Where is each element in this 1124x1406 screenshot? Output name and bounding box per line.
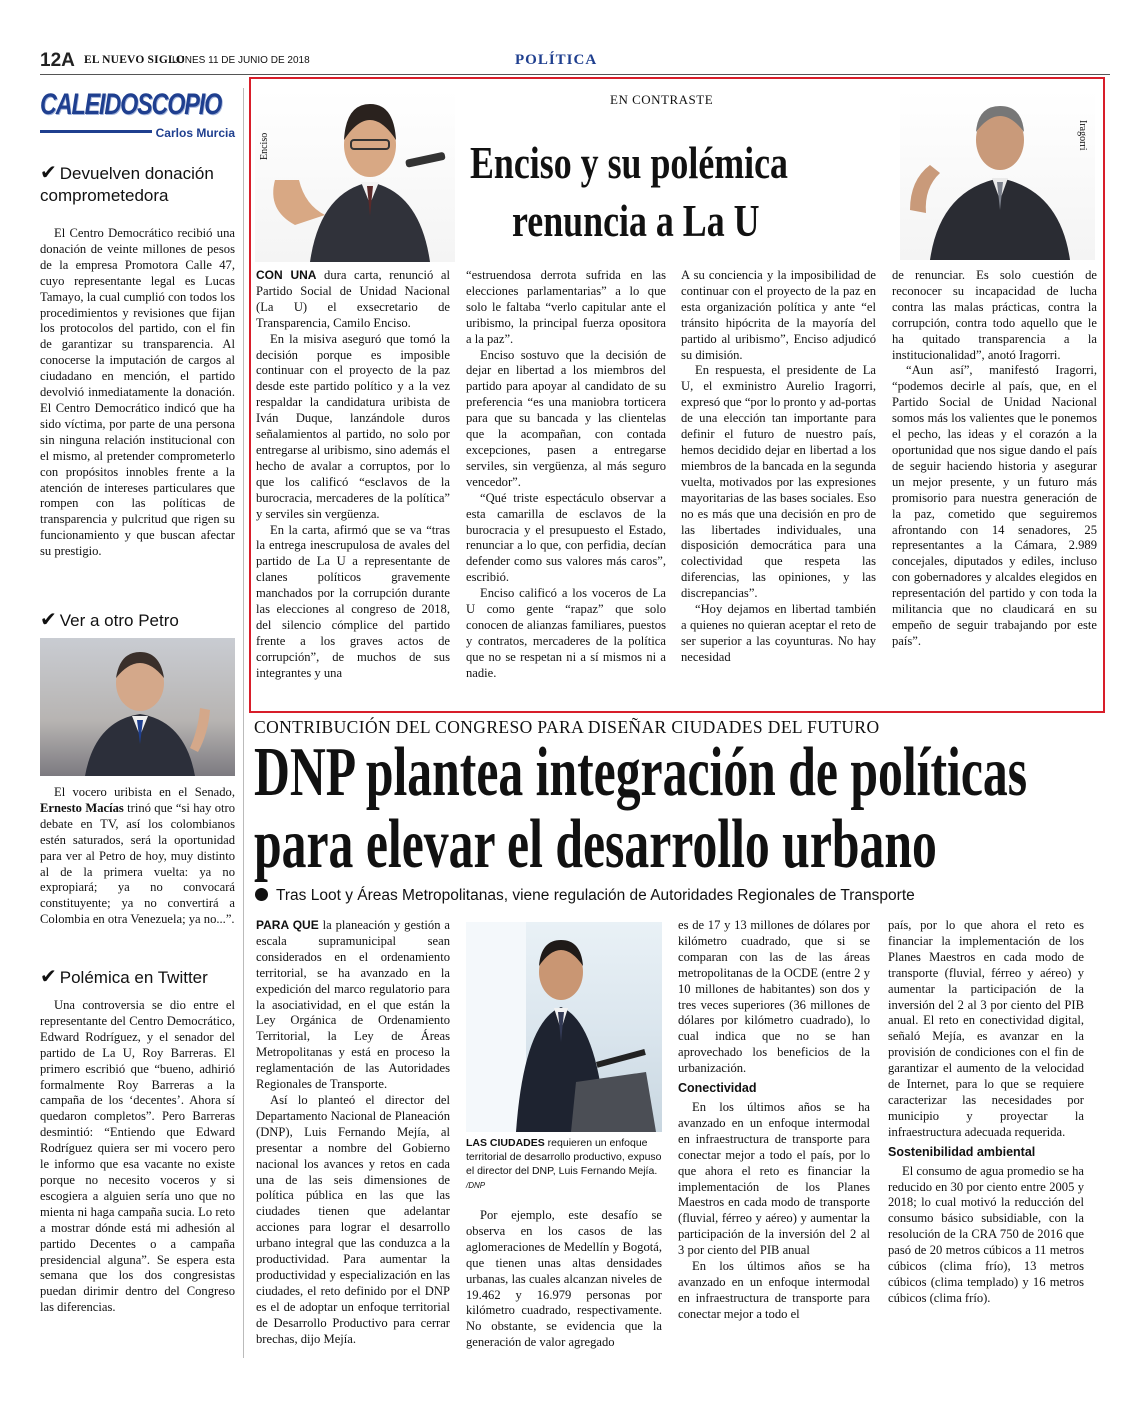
main-story-kicker: CONTRIBUCIÓN DEL CONGRESO PARA DISEÑAR CIUDADES DEL FUTURO <box>254 717 880 737</box>
sidebar-divider <box>243 88 244 1358</box>
main-story-col-2: Por ejemplo, este desafío se observa en los casos de las aglomeraciones de Medellín y Bogotá, que tienen unas altas densidades urbanas, las cuales alcanzan niveles de 19.462 y 16.979 personas por kilómetro cuadrado, respectivamente. No obstante, se evidencia que la generación de valor agregado <box>466 1208 662 1350</box>
photo-caption: LAS CIUDADES requieren un enfoque territorial de desarrollo productivo, expuso el director del DNP, Luis Fernando Mejía. /DNP <box>466 1137 662 1190</box>
portrait-illustration <box>466 922 662 1132</box>
top-story-col-2: “estruendosa derrota sufrida en las elecciones parlamentarias” a lo que solo le faltaba “verlo capitular ante el uribismo, la principal fuerza opositora a la paz”. Enciso sostuvo que la decisión de dejar en libertad a los miembros del partido para apoyar al candidato de su preferencia “es una maniobra torticera para que su bancada y las clientelas que la acompañan, con contada excepciones, pasen a entregarse serviles, sin vergüenza, al más seguro vencedor”. “Qué triste espectáculo observar a esta camarilla de esclavos de la burocracia y el presupuesto el Estado, renunciar a lo que, con perfidia, decían defender como sus valores más caros”, escribió. Enciso calificó a los voceros de La U como gente “rapaz” que solo conocen de alianzas familiares, puestos y contratos, mercaderes de la política que no se respetan ni a sí mismos ni a nadie. <box>466 268 666 680</box>
masthead <box>40 50 1110 74</box>
check-icon: ✔ <box>40 609 57 631</box>
main-story-col-1: PARA QUE la planeación y gestión a escala supramunicipal sean considerados en el ordenamiento territorial, se ha avanzado en la expedición del marco regulatorio para la asociatividad, en el que están la Ley Orgánica de Ordenamiento Territorial, la Ley de Áreas Metropolitanas y está en proceso la reglamentación de las Autoridades Regionales de Transporte. Así lo planteó el director del Departamento Nacional de Planeación (DNP), Luis Fernando Mejía, al presentar a nombre del Gobierno nacional los avances y retos en cada una de las seis dimensiones de política pública en las que las ciudades tienen que adelantar acciones para lograr el desarrollo urbano integral que las conduzca a la productividad. Para aumentar la productividad y especialización en las ciudades, el reto definido por el DNP es el de adoptar un enfoque territorial de Desarrollo Productivo para cerrar brechas, dijo Mejía. <box>256 918 450 1346</box>
mejia-photo <box>466 922 662 1132</box>
sidebar-item-2-text: El vocero uribista en el Senado, Ernesto Macías trinó que “si hay otro debate en TV, así los colombianos estén saturados, será la oportunidad para ver al Petro de hoy, muy distinto al de la primera vuelta: ya no expropiará; ya no convocará constituyente; ya no convertirá a Colombia en otra Venezuela; ya no...”. <box>40 785 235 927</box>
sidebar-item-1-text: El Centro Democrático recibió una donación de veinte millones de pesos de la empresa Promotora Calle 47, cuyo representante legal es Lucas Tamayo, la cual cumplió con todos los procedimientos y revisiones que fijan los protocolos del partido, con el fin de garantizar su transparencia. Al conocerse la imputación de cargos al ciudadano en mención, el partido devolvió inmediatamente la donación. El Centro Democrático indicó que ha sido víctima, por parte de una persona sin ninguna relación institucional con el mismo, al pretender comprometerlo con propósitos innobles frente a la atención de intereses particulares que rompen con las políticas de transparencia y pulcritud que rigen su funcionamiento y que buscan afectar su prestigio. <box>40 226 235 559</box>
column-title: CALEIDOSCOPIO <box>40 88 222 121</box>
column-underline <box>40 130 152 133</box>
top-story-col-1: CON UNA dura carta, renunció al Partido Social de Unidad Nacional (La U) el exsecretario de Transparencia, Camilo Enciso. En la misiva aseguró que tomó la decisión porque es imposible continuar con el proyecto de la paz desde este partido político y a la vez respaldar la candidatura uribista de Iván Duque, lanzándole duros señalamientos al partido, no solo por entregarse al uribismo, sino además el hecho de avalar a corruptos, por lo que los calificó “esclavos de la burocracia, mercaderes de la política” y serviles sin vergüenza. En la carta, afirmó que se va “tras la entrega inescrupulosa de avales del partido de La U a representante de clanes políticos gravemente manchados por la corrupción durante las elecciones al congreso de 2018, del silencio cómplice del partido frente a los graves actos de corrupción”, de muchos de sus integrantes y una <box>256 268 450 680</box>
portrait-illustration <box>255 90 455 262</box>
bullet-icon <box>255 888 268 901</box>
top-story-headline-2: renuncia a La U <box>512 195 760 246</box>
enciso-photo <box>255 90 455 262</box>
portrait-illustration <box>40 638 235 776</box>
iragorri-label: Iragorri <box>1077 120 1088 151</box>
section-name: POLÍTICA <box>515 52 598 68</box>
enciso-label: Enciso <box>259 132 270 160</box>
masthead-rule <box>40 74 1110 75</box>
sidebar-item-3-title: ✔ Polémica en Twitter <box>40 966 208 988</box>
page-number: 12A <box>40 50 75 71</box>
top-story-kicker: EN CONTRASTE <box>610 92 714 107</box>
main-story-headline-2: para elevar el desarrollo urbano <box>254 806 937 883</box>
main-story-col-3: es de 17 y 13 millones de dólares por kilómetro cuadrado, que si se comparan con las de las áreas metropolitanas de la OCDE (entre 2 y 10 millones de habitantes) son dos y tres veces superiores (36 millones de dólares por kilómetro cuadrado), lo cual indica que no se han aprovechado los beneficios de la urbanización. Conectividad En los últimos años se ha avanzado en un enfoque intermodal en infraestructura de transporte para conectar mejor a todo el país, por lo que ahora el reto es financiar la implementación de los Planes Maestros en cada modo de transporte (fluvial, férreo y aéreo) y aumentar la participación de la inversión del 2 al 3 por ciento del PIB anual En los últimos años se ha avanzado en un enfoque intermodal en infraestructura de transporte para conectar mejor a todo el <box>678 918 870 1321</box>
portrait-illustration <box>900 90 1095 260</box>
issue-date: LUNES 11 DE JUNIO DE 2018 <box>172 55 310 66</box>
sidebar-item-1-title: ✔ Devuelven donación comprometedora <box>40 162 214 205</box>
top-story-col-4: de renunciar. Es solo cuestión de reconocer su incapacidad de lucha contra las malas prácticas, contra la corrupción, contra todo aquello que le ha quitado transparencia a la institucionalidad”, anotó Iragorri. “Aun así”, manifestó Iragorri, “podemos decirle al país, que, en el Partido Social de Unidad Nacional somos más los valientes que le ponemos el pecho, las ideas y el corazón a la oportunidad que nos sigue dando el país de seguir haciendo historia y asegurar un mejor presente, y un futuro más promisorio para nuestra generación de la paz, cometido que seguiremos afrontando con 14 senadores, 25 representantes a la Cámara, 2.989 concejales, diputados y ediles, incluso con gobernadores y alcaldes elegidos en representación del partido y con toda la militancia que no claudicará en su empeño de seguir trabajando por este país”. <box>892 268 1097 648</box>
column-logo <box>40 88 235 148</box>
iragorri-photo <box>900 90 1095 260</box>
main-story-col-4: país, por lo que ahora el reto es financiar la implementación de los Planes Maestros en cada modo de transporte (fluvial, férreo y aéreo) y aumentar la participación de la inversión del 2 al 3 por ciento del PIB anual. El reto en conectividad digital, señaló Mejía, es avanzar en la provisión de condiciones con el fin de garantizar el aumento de la velocidad de Internet, para lo que se requiere caracterizar las necesidades por municipio y proyectar la infraestructura adecuada requerida. Sostenibilidad ambiental El consumo de agua promedio se ha reducido en 30 por ciento entre 2005 y 2018; lo cual motivó la reducción del consumo básico subsidiable, con la resolución de la CRA 750 de 2016 que pasó de 20 metros cúbicos a 11 metros cúbicos (clima frío), 13 metros cúbicos (clima templado) y 16 metros cúbicos (clima frío). <box>888 918 1084 1305</box>
top-story-headline-1: Enciso y su polémica <box>470 137 788 188</box>
macias-photo <box>40 638 235 776</box>
column-author: Carlos Murcia <box>155 126 235 140</box>
subhead-conectividad: Conectividad <box>678 1081 757 1096</box>
paper-name: EL NUEVO SIGLO <box>84 54 185 66</box>
top-story-col-3: A su conciencia y la imposibilidad de continuar con el proyecto de la paz en esta organización política y ante “el tránsito hipócrita de la mayoría del partido al uribismo”, Enciso adjudicó su dimisión. En respuesta, el presidente de La U, el exministro Aurelio Iragorri, expresó que “por lo pronto y ad-portas de una elección tan importante para definir el futuro de nuestro país, hemos decidido dejar en libertad a los miembros de la bancada en la segunda vuelta, motivados por las expresiones mayoritarias de las bases sociales. Eso no es más que una decisión en pro de las libertades individuales, una disposición democrática para una colectividad que respeta las diferencias, las opiniones, y las discrepancias”. “Hoy dejamos en libertad también a quienes no quieran aceptar el reto de ser superior a las coyunturas. No hay necesidad <box>681 268 876 664</box>
main-story-headline-1: DNP plantea integración de políticas <box>254 734 1028 811</box>
main-story-deck: Tras Loot y Áreas Metropolitanas, viene regulación de Autoridades Regionales de Transporte <box>255 887 915 905</box>
sidebar-item-2-title: ✔ Ver a otro Petro <box>40 609 179 631</box>
sidebar-item-3-text: Una controversia se dio entre el representante del Centro Democrático, Edward Rodríguez, y el senador del partido de La U, Roy Barreras. El primero escribió que “bueno, adhirió formalmente Roy Barreras a la campaña de los ‘decentes’. Ahora sí quedaron completos”. Pero Barreras desmintió: “Entiendo que Edward Rodríguez quiera ser mi vocero pero le informo que esa vacante no existe porque no necesito voceros y si escogiera a alguien sería uno que no mienta ni haga campaña sucia. Lo reto a mostrar dónde está mi adhesión al partido Decentes o a campaña presidencial alguna”. Se espera esta semana que los dos congresistas puedan dirimir dentro del Congreso las diferencias. <box>40 998 235 1315</box>
check-icon: ✔ <box>40 162 57 184</box>
check-icon: ✔ <box>40 966 57 988</box>
subhead-sostenibilidad: Sostenibilidad ambiental <box>888 1144 1036 1159</box>
